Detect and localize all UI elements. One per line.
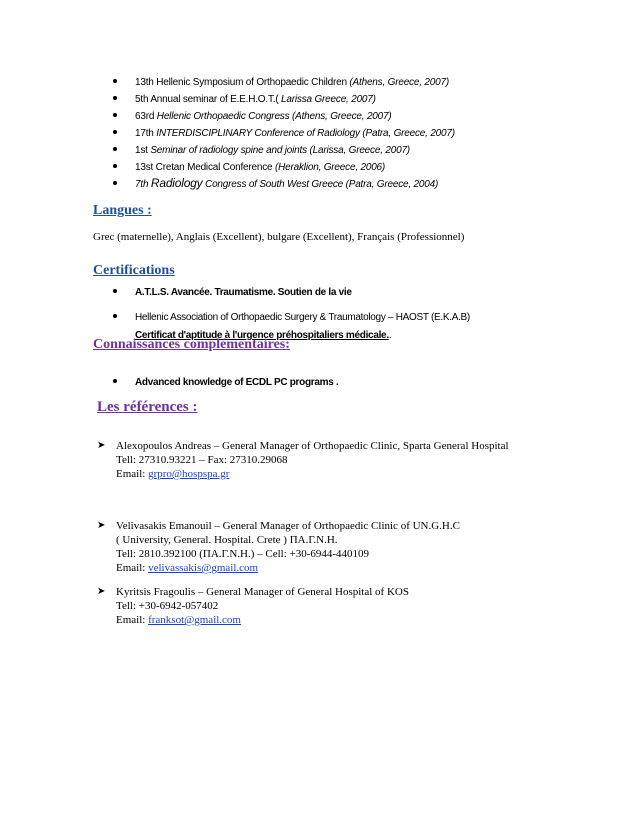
list-item <box>113 89 455 106</box>
langues-heading: Langues : <box>93 203 152 218</box>
bullet-dot-icon <box>113 79 117 83</box>
reference-phone: Tell: 27310.93221 – Fax: 27310.29068 <box>116 454 288 466</box>
list-item <box>113 280 470 302</box>
arrow-bullet-icon: ➤ <box>97 520 106 531</box>
list-item <box>113 174 455 191</box>
reference-entry <box>97 585 409 627</box>
conference-detail: INTERDISCIPLINARY Conference of Radiology (Patra, Greece, 2007) <box>156 128 455 139</box>
conference-detail: Congress of South West Greece (Patra, Greece, 2004) <box>202 179 439 190</box>
connaissances-heading: Connaissances complémentaires: <box>93 337 290 352</box>
conference-list <box>113 72 455 191</box>
reference-name: Velivasakis Emanouil – General Manager of Orthopaedic Clinic of UN.G.H.C <box>116 520 460 532</box>
reference-phone: Tell: 2810.392100 (ΠΑ.Γ.Ν.Η.) – Cell: +30-6944-440109 <box>116 548 370 560</box>
certifications-heading: Certifications <box>93 263 175 278</box>
knowledge-item: Advanced knowledge of ECDL PC programs . <box>135 377 339 388</box>
certification-aptitude: Certificat d'aptitude à l'urgence préhospitaliers médicale. <box>135 330 389 341</box>
reference-entry <box>97 519 460 575</box>
list-item <box>113 372 338 389</box>
bullet-dot-icon <box>113 96 117 100</box>
certifications-list <box>113 280 470 344</box>
certification-haost: Hellenic Association of Orthopaedic Surgery & Traumatology – HAOST (E.K.A.B) <box>135 312 470 323</box>
list-item <box>113 157 455 174</box>
bullet-dot-icon <box>113 130 117 134</box>
reference-email-line <box>116 561 460 575</box>
list-item <box>113 72 455 89</box>
bullet-dot-icon <box>113 379 117 383</box>
reference-name: Alexopoulos Andreas – General Manager of Orthopaedic Clinic, Sparta General Hospital <box>116 440 509 452</box>
certification-atls: A.T.L.S. Avancée. Traumatisme. Soutien de la vie <box>135 287 352 298</box>
certification-aptitude-tail: . <box>388 330 392 341</box>
reference-email-line <box>116 613 409 627</box>
conference-title: 13st Cretan Medical Conference <box>135 162 275 173</box>
reference-entry <box>97 439 509 481</box>
connaissances-list <box>113 372 338 389</box>
email-label: Email: <box>116 562 149 574</box>
conference-detail: Hellenic Orthopaedic Congress (Athens, Greece, 2007) <box>154 111 392 122</box>
bullet-dot-icon <box>113 181 117 185</box>
reference-phone: Tell: +30-6942-057402 <box>116 600 219 612</box>
reference-email-line <box>116 467 509 481</box>
conference-title: 13th Hellenic Symposium of Orthopaedic Children <box>135 77 350 88</box>
arrow-bullet-icon: ➤ <box>97 440 106 451</box>
list-item <box>113 140 455 157</box>
email-label: Email: <box>116 614 149 626</box>
conference-title: 5th Annual seminar of E.E.H.O.T.( <box>135 94 279 105</box>
references-heading: Les références : <box>97 399 198 415</box>
email-link[interactable]: grpro@hospspa.gr <box>148 468 230 480</box>
reference-institution: ( University, General. Hospital. Crete ) ΠΑ.Γ.Ν.Η. <box>116 534 338 546</box>
conference-detail: Larissa Greece, 2007) <box>278 94 376 105</box>
bullet-dot-icon <box>113 289 117 293</box>
conference-detail: (Heraklion, Greece, 2006) <box>275 162 386 173</box>
arrow-bullet-icon: ➤ <box>97 586 106 597</box>
list-item <box>113 106 455 123</box>
conference-title: 1st <box>135 145 148 156</box>
email-link[interactable]: franksot@gmail.com <box>148 614 241 626</box>
reference-name: Kyritsis Fragoulis – General Manager of General Hospital of KOS <box>116 586 409 598</box>
conference-title: 63rd <box>135 111 155 122</box>
bullet-dot-icon <box>113 147 117 151</box>
conference-title: 7th <box>135 179 151 190</box>
bullet-dot-icon <box>113 113 117 117</box>
conference-detail: Seminar of radiology spine and joints (Larissa, Greece, 2007) <box>147 145 410 156</box>
langues-text: Grec (maternelle), Anglais (Excellent), bulgare (Excellent), Français (Professionnel) <box>93 231 465 243</box>
conference-title: 17th <box>135 128 157 139</box>
bullet-dot-icon <box>113 314 117 318</box>
bullet-dot-icon <box>113 164 117 168</box>
email-label: Email: <box>116 468 149 480</box>
email-link[interactable]: velivassakis@gmail.com <box>148 562 259 574</box>
conference-title-emphasis: Radiology <box>150 176 203 190</box>
conference-detail: (Athens, Greece, 2007) <box>349 77 449 88</box>
list-item <box>113 123 455 140</box>
